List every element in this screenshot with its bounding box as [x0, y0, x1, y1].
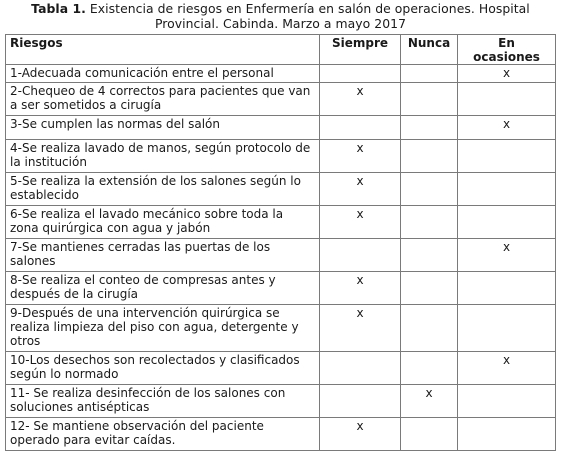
always-mark: [320, 385, 401, 418]
table-row: [6, 352, 556, 385]
sometimes-mark: x: [458, 116, 556, 140]
always-mark: x: [320, 83, 401, 116]
sometimes-mark: [458, 272, 556, 305]
sometimes-mark: [458, 83, 556, 116]
header-risks: Riesgos: [6, 35, 320, 65]
always-mark: x: [320, 173, 401, 206]
risk-text: 7-Se mantienes cerradas las puertas de los salones: [6, 239, 320, 272]
always-mark: x: [320, 418, 401, 451]
never-mark: [401, 140, 458, 173]
never-mark: [401, 352, 458, 385]
always-mark: x: [320, 305, 401, 352]
sometimes-mark: [458, 418, 556, 451]
risk-text: 10-Los desechos son recolectados y clasificados según lo normado: [6, 352, 320, 385]
risk-text: 3-Se cumplen las normas del salón: [6, 116, 320, 140]
risk-text: 8-Se realiza el conteo de compresas antes y después de la cirugía: [6, 272, 320, 305]
always-mark: [320, 352, 401, 385]
risk-text: 1-Adecuada comunicación entre el personal: [6, 65, 320, 83]
risk-text: 6-Se realiza el lavado mecánico sobre toda la zona quirúrgica con agua y jabón: [6, 206, 320, 239]
table-caption: [0, 1, 561, 31]
sometimes-mark: x: [458, 239, 556, 272]
sometimes-mark: [458, 173, 556, 206]
risks-table: [5, 34, 556, 451]
sometimes-mark: x: [458, 65, 556, 83]
caption-label: Tabla 1.: [31, 1, 86, 16]
never-mark: [401, 272, 458, 305]
risk-text: 12- Se mantiene observación del paciente operado para evitar caídas.: [6, 418, 320, 451]
header-sometimes: [458, 35, 556, 65]
never-mark: [401, 418, 458, 451]
never-mark: [401, 305, 458, 352]
header-never: Nunca: [401, 35, 458, 65]
never-mark: x: [401, 385, 458, 418]
table-row: [6, 206, 556, 239]
always-mark: [320, 239, 401, 272]
table-row: [6, 140, 556, 173]
sometimes-mark: [458, 140, 556, 173]
risk-text: 9-Después de una intervención quirúrgica se realiza limpieza del piso con agua, detergente y otros: [6, 305, 320, 352]
never-mark: [401, 116, 458, 140]
table-row: [6, 418, 556, 451]
always-mark: [320, 65, 401, 83]
caption-line-2: Provincial. Cabinda. Marzo a mayo 2017: [154, 16, 407, 31]
sometimes-mark: [458, 385, 556, 418]
sometimes-mark: x: [458, 352, 556, 385]
risk-text: 5-Se realiza la extensión de los salones según lo establecido: [6, 173, 320, 206]
table-row: [6, 65, 556, 83]
table-row: [6, 272, 556, 305]
table-row: [6, 385, 556, 418]
always-mark: x: [320, 206, 401, 239]
never-mark: [401, 65, 458, 83]
table-row: [6, 305, 556, 352]
always-mark: [320, 116, 401, 140]
sometimes-mark: [458, 305, 556, 352]
caption-title-part1: Existencia de riesgos en Enfermería en salón de operaciones. Hospital: [85, 1, 530, 16]
header-sometimes-line2: ocasiones: [473, 50, 540, 64]
never-mark: [401, 239, 458, 272]
table-row: [6, 83, 556, 116]
table-row: [6, 239, 556, 272]
sometimes-mark: [458, 206, 556, 239]
never-mark: [401, 173, 458, 206]
header-sometimes-line1: En: [498, 36, 515, 50]
table-row: [6, 173, 556, 206]
header-always: Siempre: [320, 35, 401, 65]
always-mark: x: [320, 272, 401, 305]
table-row: [6, 116, 556, 140]
header-row: [6, 35, 556, 65]
never-mark: [401, 206, 458, 239]
risk-text: 4-Se realiza lavado de manos, según protocolo de la institución: [6, 140, 320, 173]
risk-text: 2-Chequeo de 4 correctos para pacientes que van a ser sometidos a cirugía: [6, 83, 320, 116]
risk-text: 11- Se realiza desinfección de los salones con soluciones antisépticas: [6, 385, 320, 418]
never-mark: [401, 83, 458, 116]
caption-line-1: [0, 1, 561, 16]
always-mark: x: [320, 140, 401, 173]
